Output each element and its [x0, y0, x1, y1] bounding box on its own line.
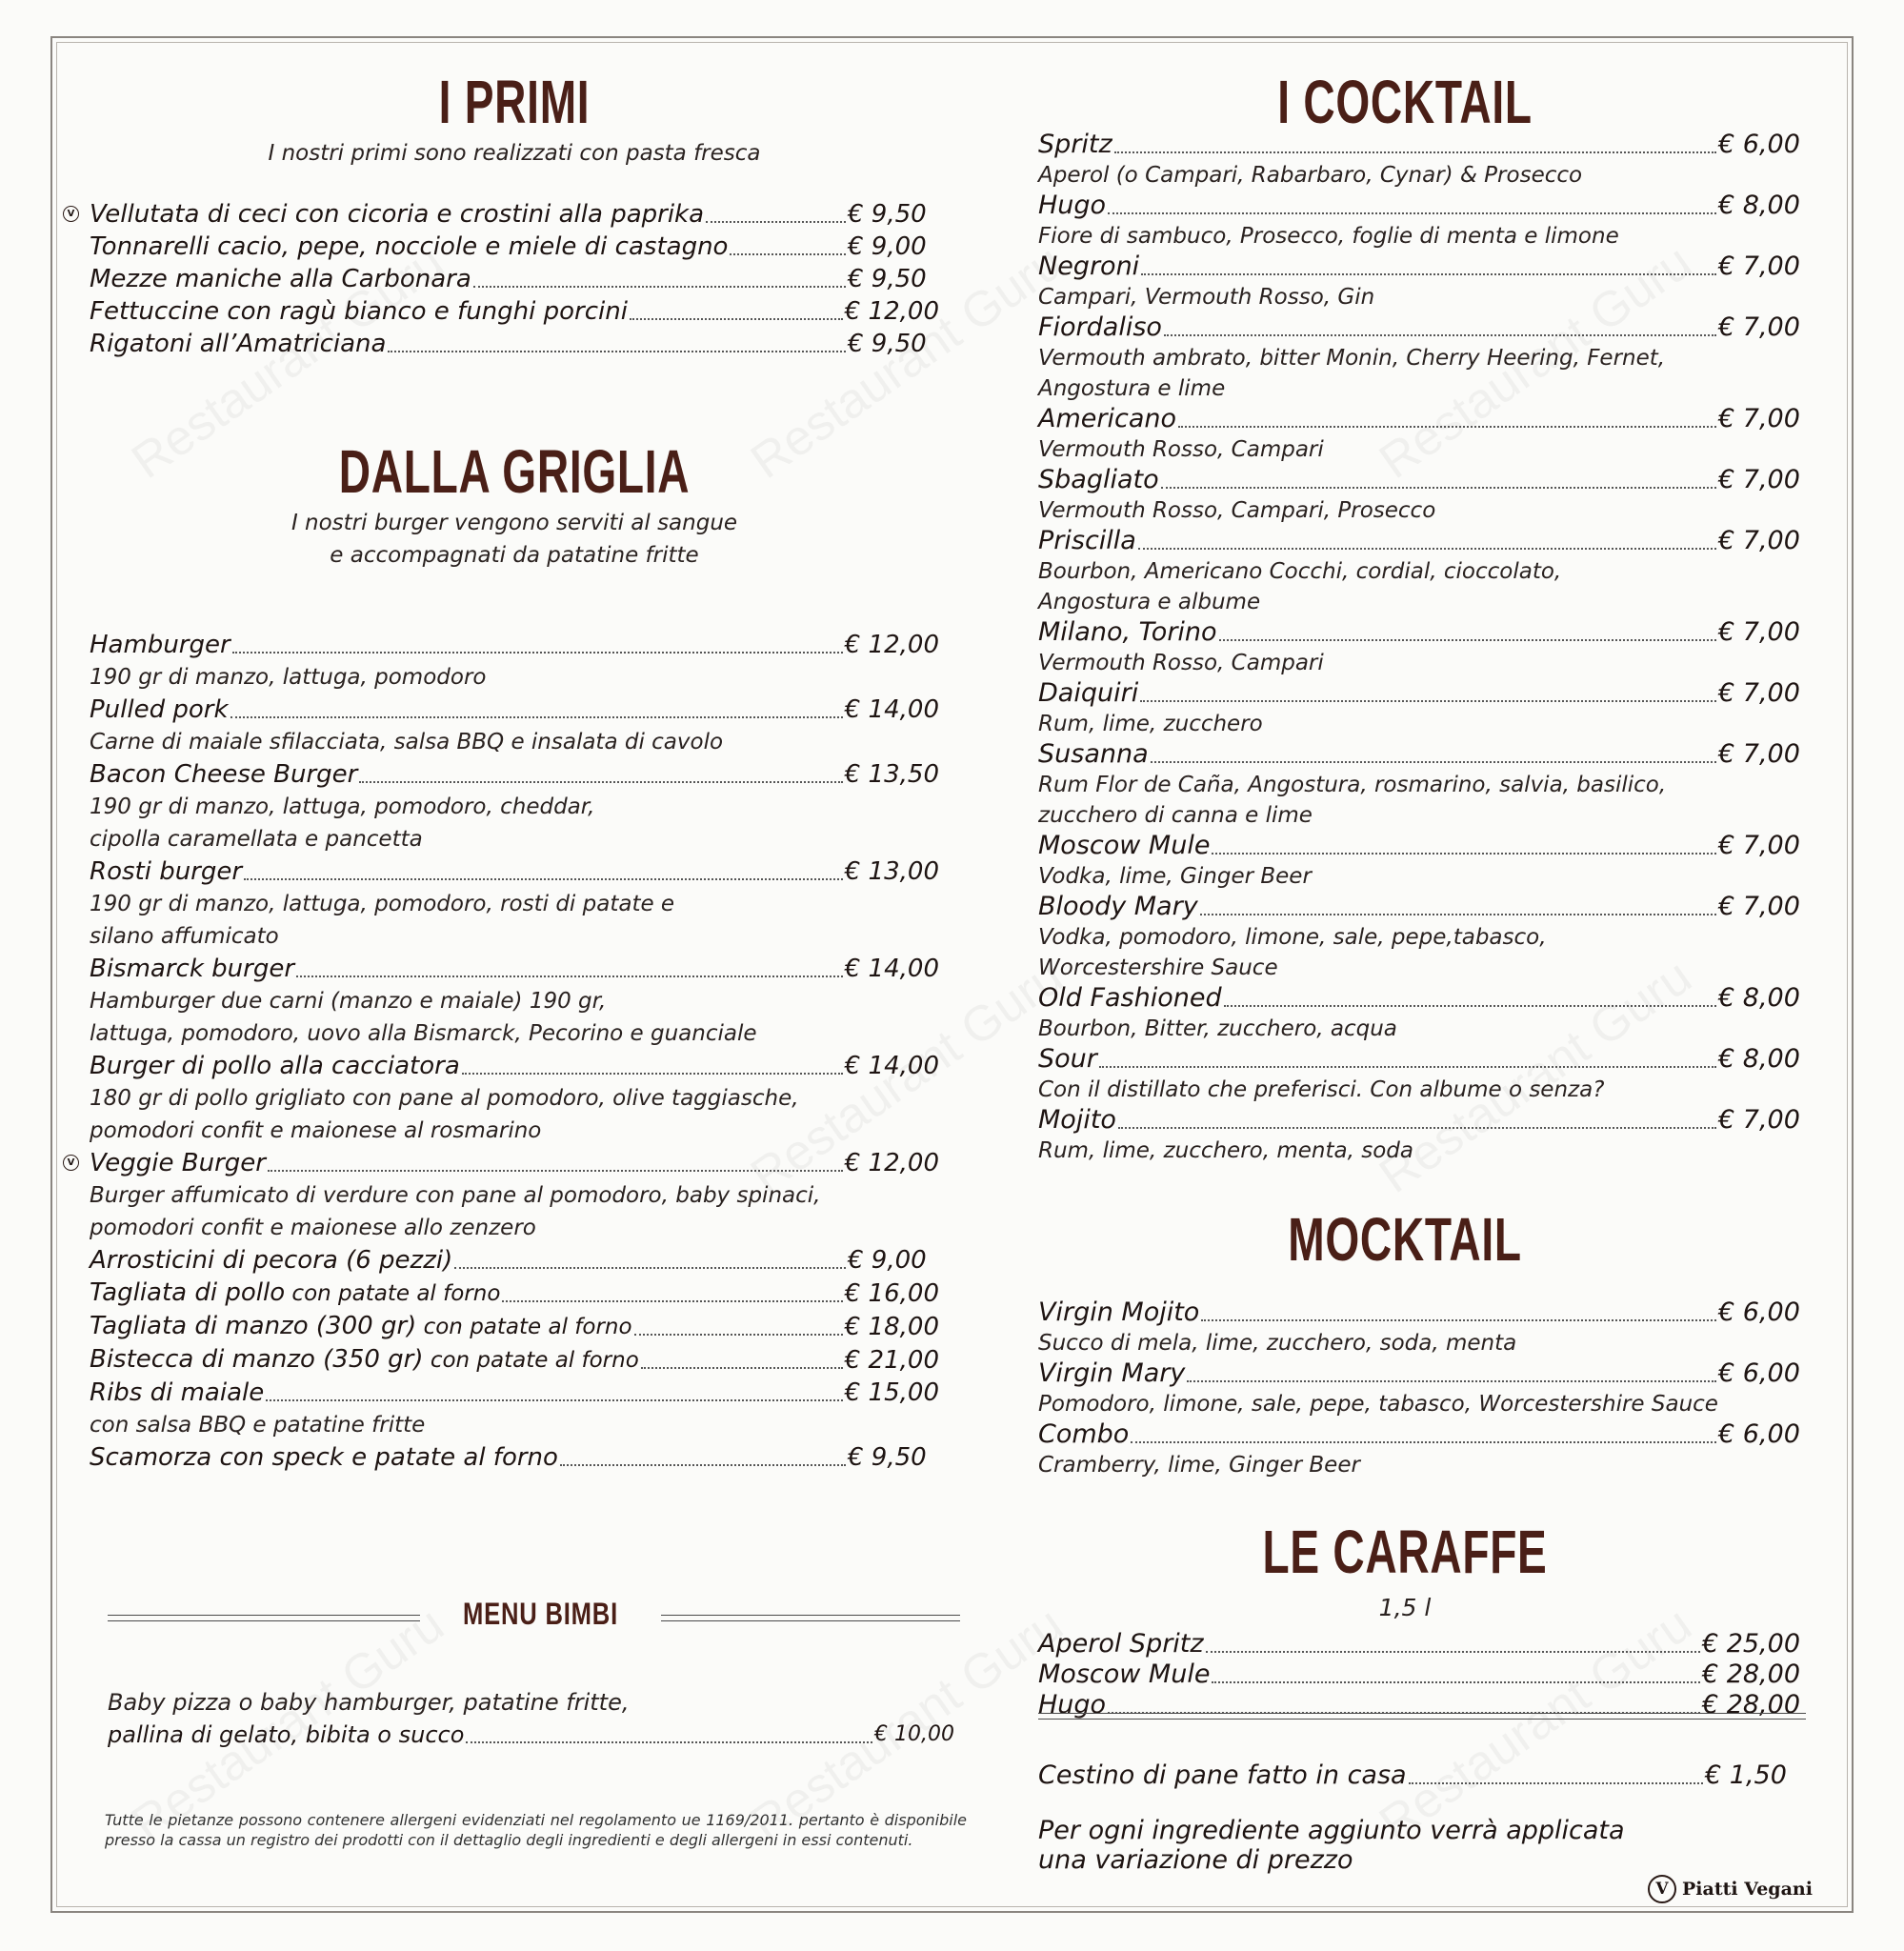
menu-item-name — [90, 328, 386, 360]
leader-dots — [1138, 548, 1716, 550]
extra-ingredient-note — [1038, 1816, 1819, 1875]
leader-dots — [1187, 1380, 1716, 1382]
menu-item-label: Pulled pork — [90, 695, 229, 724]
menu-item-row — [1038, 1044, 1800, 1075]
menu-item-description: 180 gr di pollo grigliato con pane al pomodoro, olive taggiasche, — [90, 1086, 799, 1111]
menu-item-name — [90, 1147, 266, 1179]
leader-dots — [1140, 700, 1716, 702]
left-column — [67, 67, 939, 1474]
menu-item-description: Worcestershire Sauce — [1038, 955, 1278, 980]
leader-dots — [1141, 273, 1716, 275]
menu-item-description: Vodka, lime, Ginger Beer — [1038, 864, 1312, 889]
menu-item-name — [1038, 191, 1106, 221]
menu-item-label: Combo — [1038, 1419, 1130, 1449]
caraffe-title: LE CARAFFE — [1262, 1518, 1548, 1586]
menu-item-name — [1038, 892, 1198, 922]
menu-item-price: € 7,00 — [1718, 617, 1800, 647]
leader-dots — [1099, 1066, 1716, 1068]
leader-dots — [1118, 1127, 1716, 1129]
bimbi-rule-left — [108, 1615, 420, 1621]
menu-item-description: Bourbon, Americano Cocchi, cordial, cioccolato, — [1038, 559, 1562, 584]
menu-item-row — [1038, 404, 1800, 434]
leader-dots — [1151, 761, 1716, 763]
menu-item-name — [90, 694, 229, 726]
menu-item-name — [1038, 739, 1149, 770]
leader-dots — [1409, 1782, 1703, 1784]
menu-item-row — [1038, 1659, 1800, 1690]
menu-item-label: Bloody Mary — [1038, 892, 1198, 921]
menu-item-extra: con patate al forno — [423, 1348, 639, 1373]
menu-item-price: € 21,00 — [844, 1346, 939, 1375]
menu-item-price: € 7,00 — [1718, 678, 1800, 708]
menu-item-price: € 14,00 — [844, 955, 939, 983]
menu-item-name — [1038, 1629, 1204, 1659]
menu-item-description: Rum, lime, zucchero — [1038, 712, 1263, 736]
note-line-1: Per ogni ingrediente aggiunto verrà applicata — [1038, 1816, 1625, 1845]
menu-item-name — [1038, 130, 1112, 160]
menu-item-row — [90, 1310, 939, 1343]
menu-item-description: Cramberry, lime, Ginger Beer — [1038, 1453, 1360, 1478]
menu-item-name — [90, 263, 471, 295]
leader-dots — [1161, 487, 1716, 489]
menu-item-row — [90, 758, 939, 791]
menu-item-name — [90, 629, 230, 661]
menu-item-name — [1038, 251, 1139, 282]
menu-item-row — [1038, 1297, 1800, 1328]
menu-item-description: Vodka, pomodoro, limone, sale, pepe,tabasco, — [1038, 925, 1547, 950]
menu-item-label: Virgin Mary — [1038, 1358, 1186, 1388]
bimbi-block — [108, 1686, 960, 1751]
menu-item-name — [90, 231, 728, 263]
menu-item-label: Old Fashioned — [1038, 983, 1222, 1013]
pane-rule — [1038, 1713, 1806, 1720]
menu-item-row — [90, 1050, 939, 1082]
menu-item-label: Hugo — [1038, 191, 1107, 220]
caraffe-section — [1038, 1517, 1800, 1720]
menu-item-description: Vermouth Rosso, Campari — [1038, 437, 1324, 462]
menu-item-name — [90, 1310, 632, 1343]
vegan-legend — [1648, 1875, 1813, 1903]
menu-item-name — [90, 1277, 500, 1310]
menu-item-price: € 18,00 — [844, 1313, 939, 1341]
menu-item-price: € 7,00 — [1718, 831, 1800, 860]
menu-item-price: € 9,50 — [848, 265, 927, 293]
menu-item-price: € 14,00 — [844, 695, 939, 724]
menu-item-description: Burger affumicato di verdure con pane al pomodoro, baby spinaci, — [90, 1183, 821, 1208]
menu-item-name — [1038, 312, 1162, 343]
menu-item-label: Ribs di maiale — [90, 1378, 265, 1407]
menu-item-label: Arrosticini di pecora (6 pezzi) — [90, 1246, 453, 1275]
menu-item-price: € 8,00 — [1718, 1044, 1800, 1074]
leader-dots — [1200, 914, 1716, 915]
menu-item-name — [90, 855, 242, 888]
menu-item-label: Susanna — [1038, 739, 1149, 769]
menu-item-name — [1038, 617, 1217, 648]
menu-item-label: Hamburger — [90, 631, 230, 659]
leader-dots — [706, 221, 846, 223]
bimbi-title: MENU BIMBI — [462, 1597, 618, 1631]
menu-item-price: € 16,00 — [844, 1279, 939, 1308]
menu-item-price: € 7,00 — [1718, 404, 1800, 433]
bimbi-row — [108, 1719, 960, 1751]
menu-item-price: € 6,00 — [1718, 1358, 1800, 1388]
menu-item-label: Mojito — [1038, 1105, 1116, 1135]
leader-dots — [1224, 1005, 1716, 1007]
menu-item-row — [1038, 678, 1800, 709]
menu-item-label: Negroni — [1038, 251, 1140, 281]
leader-dots — [1219, 639, 1716, 641]
menu-item-row — [90, 1244, 939, 1277]
menu-item-description: Rum Flor de Caña, Angostura, rosmarino, salvia, basilico, — [1038, 773, 1667, 797]
menu-item-name — [1038, 1297, 1199, 1328]
note-line-2: una variazione di prezzo — [1038, 1845, 1353, 1875]
menu-item-price: € 9,50 — [848, 200, 927, 229]
leader-dots — [232, 652, 843, 654]
leader-dots — [1131, 1441, 1716, 1443]
griglia-section — [67, 436, 939, 1474]
menu-item-name — [1038, 1358, 1185, 1389]
bimbi-rule-right — [661, 1615, 960, 1621]
menu-item-price: € 12,00 — [844, 631, 939, 659]
menu-item-label: Rosti burger — [90, 857, 243, 886]
leader-dots — [1178, 426, 1716, 428]
menu-item-label: Spritz — [1038, 130, 1112, 159]
menu-item-price: € 9,50 — [848, 330, 927, 358]
menu-item-row — [1038, 739, 1800, 770]
allergen-footnote: Tutte le pietanze possono contenere allergeni evidenziati nel regolamento ue 1169/2011. pertanto è disponibile presso la cassa un registro dei prodotti con il dettaglio degli ingredienti e degli allergeni in essi contenuti. — [105, 1811, 967, 1849]
menu-item-price: € 12,00 — [844, 1149, 939, 1177]
leader-dots — [502, 1300, 842, 1302]
pane-name: Cestino di pane fatto in casa — [1038, 1760, 1407, 1790]
menu-item-price: € 7,00 — [1718, 251, 1800, 281]
griglia-subtitle-2: e accompagnati da patatine fritte — [330, 543, 699, 568]
menu-item-row — [1038, 251, 1800, 282]
menu-item-name — [1038, 526, 1136, 556]
leader-dots — [1114, 151, 1716, 153]
menu-item-row — [1038, 1629, 1800, 1659]
cocktail-list — [1038, 130, 1800, 1166]
menu-item-label: Veggie Burger — [90, 1149, 266, 1177]
menu-item-description: silano affumicato — [90, 924, 279, 949]
menu-item-row — [90, 855, 939, 888]
menu-item-description: Campari, Vermouth Rosso, Gin — [1038, 285, 1375, 310]
menu-item-label: Rigatoni all’Amatriciana — [90, 330, 387, 358]
menu-item-label: Burger di pollo alla cacciatora — [90, 1052, 460, 1080]
menu-item-name — [90, 295, 628, 328]
menu-item-description: Angostura e lime — [1038, 376, 1226, 401]
menu-item-row — [67, 1147, 939, 1179]
menu-item-price: € 7,00 — [1718, 526, 1800, 555]
caraffe-subtitle: 1,5 l — [1378, 1594, 1432, 1621]
menu-item-label: Tonnarelli cacio, pepe, nocciole e miele di castagno — [90, 232, 729, 261]
leader-dots — [1212, 853, 1716, 855]
leader-dots — [1212, 1681, 1700, 1683]
menu-item-price: € 7,00 — [1718, 1105, 1800, 1135]
menu-item-description: Aperol (o Campari, Rabarbaro, Cynar) & Prosecco — [1038, 163, 1583, 188]
menu-item-price: € 6,00 — [1718, 130, 1800, 159]
menu-item-row — [90, 694, 939, 726]
menu-item-description: Angostura e albume — [1038, 590, 1261, 614]
menu-item-label: Daiquiri — [1038, 678, 1139, 708]
menu-item-description: Succo di mela, lime, zucchero, soda, menta — [1038, 1331, 1517, 1356]
menu-item-description: Carne di maiale sfilacciata, salsa BBQ e insalata di cavolo — [90, 730, 724, 754]
leader-dots — [1164, 334, 1716, 336]
menu-item-description: 190 gr di manzo, lattuga, pomodoro, rosti di patate e — [90, 892, 675, 916]
menu-item-name — [1038, 1419, 1129, 1450]
primi-section — [67, 67, 939, 360]
menu-item-description: con salsa BBQ e patatine fritte — [90, 1413, 426, 1438]
menu-item-price: € 12,00 — [844, 297, 939, 326]
leader-dots — [359, 781, 842, 783]
menu-item-price: € 9,00 — [848, 1246, 927, 1275]
menu-item-label: Sour — [1038, 1044, 1097, 1074]
leader-dots — [388, 351, 846, 352]
mocktail-title: MOCKTAIL — [1288, 1205, 1522, 1274]
vegan-icon: V — [1648, 1875, 1676, 1903]
menu-item-row — [1038, 983, 1800, 1014]
leader-dots — [1201, 1319, 1716, 1321]
menu-item-row — [1038, 526, 1800, 556]
leader-dots — [630, 318, 843, 320]
menu-item-price: € 7,00 — [1718, 739, 1800, 769]
leader-dots — [1206, 1651, 1700, 1653]
menu-item-row — [90, 1441, 939, 1474]
menu-item-label: Milano, Torino — [1038, 617, 1217, 647]
menu-item-row — [1038, 831, 1800, 861]
leader-dots — [244, 878, 843, 880]
leader-dots — [634, 1334, 843, 1336]
menu-item-label: Priscilla — [1038, 526, 1136, 555]
menu-item-price: € 6,00 — [1718, 1297, 1800, 1327]
pane-price: € 1,50 — [1705, 1760, 1787, 1790]
vegan-icon: V — [63, 206, 79, 222]
menu-item-label: Tagliata di manzo (300 gr) — [90, 1312, 417, 1340]
menu-item-price: € 9,50 — [848, 1443, 927, 1472]
menu-item-label: Moscow Mule — [1038, 831, 1211, 860]
menu-item-label: Americano — [1038, 404, 1177, 433]
menu-item-description: Vermouth ambrato, bitter Monin, Cherry Heering, Fernet, — [1038, 346, 1666, 371]
leader-dots — [462, 1073, 843, 1075]
vegan-icon: V — [63, 1155, 79, 1171]
menu-item-name — [1038, 1659, 1210, 1690]
menu-item-price: € 28,00 — [1701, 1690, 1800, 1720]
menu-item-row — [90, 295, 939, 328]
menu-item-description: 190 gr di manzo, lattuga, pomodoro, cheddar, — [90, 794, 595, 819]
menu-item-name — [1038, 1044, 1097, 1075]
menu-item-price: € 6,00 — [1718, 1419, 1800, 1449]
right-column — [1038, 67, 1800, 1720]
menu-item-description: Vermouth Rosso, Campari, Prosecco — [1038, 498, 1436, 523]
menu-item-description: 190 gr di manzo, lattuga, pomodoro — [90, 665, 487, 690]
menu-item-row — [1038, 617, 1800, 648]
bimbi-line-2: pallina di gelato, bibita o succo — [108, 1721, 465, 1748]
menu-item-description: zucchero di canna e lime — [1038, 803, 1313, 828]
cocktail-section — [1038, 67, 1800, 1166]
menu-item-row — [1038, 1419, 1800, 1450]
menu-item-row — [1038, 1358, 1800, 1389]
menu-item-row — [1038, 191, 1800, 221]
menu-item-description: Vermouth Rosso, Campari — [1038, 651, 1324, 675]
primi-title: I PRIMI — [438, 68, 591, 136]
primi-subtitle: I nostri primi sono realizzati con pasta fresca — [268, 141, 761, 166]
menu-item-price: € 8,00 — [1718, 191, 1800, 220]
menu-item-row — [90, 1377, 939, 1409]
menu-item-name — [1038, 983, 1222, 1014]
primi-list — [67, 198, 939, 360]
menu-item-label: Sbagliato — [1038, 465, 1159, 494]
menu-item-row — [90, 328, 939, 360]
leader-dots — [454, 1267, 846, 1269]
menu-item-name — [1038, 678, 1138, 709]
menu-item-description: pomodori confit e maionese allo zenzero — [90, 1216, 536, 1240]
menu-item-description: Fiore di sambuco, Prosecco, foglie di menta e limone — [1038, 224, 1619, 249]
menu-item-row — [90, 953, 939, 985]
menu-item-row — [90, 629, 939, 661]
menu-item-row — [1038, 312, 1800, 343]
pane-row — [1038, 1760, 1800, 1791]
menu-item-name — [90, 1377, 264, 1409]
menu-item-row — [90, 263, 939, 295]
menu-item-label: Scamorza con speck e patate al forno — [90, 1443, 558, 1472]
menu-item-name — [90, 198, 704, 231]
menu-item-description: pomodori confit e maionese al rosmarino — [90, 1118, 542, 1143]
leader-dots — [466, 1741, 872, 1743]
mocktail-section — [1038, 1204, 1800, 1480]
menu-item-row — [1038, 465, 1800, 495]
bimbi-price: € 10,00 — [874, 1722, 954, 1746]
menu-item-description: Hamburger due carni (manzo e maiale) 190 gr, — [90, 989, 607, 1014]
menu-item-label: Hugo — [1038, 1690, 1107, 1720]
leader-dots — [560, 1464, 846, 1466]
menu-item-price: € 7,00 — [1718, 892, 1800, 921]
menu-item-extra: con patate al forno — [416, 1315, 632, 1339]
menu-item-price: € 15,00 — [844, 1378, 939, 1407]
leader-dots — [296, 976, 843, 977]
menu-item-description: Rum, lime, zucchero, menta, soda — [1038, 1138, 1413, 1163]
vegan-legend-label: Piatti Vegani — [1682, 1879, 1813, 1900]
griglia-list — [67, 629, 939, 1474]
menu-item-name — [1038, 831, 1210, 861]
leader-dots — [268, 1170, 843, 1172]
menu-item-description: Bourbon, Bitter, zucchero, acqua — [1038, 1016, 1397, 1041]
menu-item-price: € 13,00 — [844, 857, 939, 886]
menu-item-label: Bistecca di manzo (350 gr) — [90, 1345, 424, 1374]
menu-item-row — [67, 198, 939, 231]
menu-item-label: Vellutata di ceci con cicoria e crostini alla paprika — [90, 200, 705, 229]
menu-item-row — [90, 1343, 939, 1377]
leader-dots — [730, 253, 846, 255]
leader-dots — [1108, 212, 1716, 214]
menu-item-price: € 28,00 — [1701, 1659, 1800, 1689]
menu-item-description: Pomodoro, limone, sale, pepe, tabasco, Worcestershire Sauce — [1038, 1392, 1718, 1417]
menu-item-price: € 13,50 — [844, 760, 939, 789]
menu-item-label: Bacon Cheese Burger — [90, 760, 358, 789]
menu-item-name — [90, 1343, 639, 1377]
menu-item-label: Fettuccine con ragù bianco e funghi porcini — [90, 297, 628, 326]
menu-item-description: Con il distillato che preferisci. Con albume o senza? — [1038, 1077, 1605, 1102]
menu-item-row — [90, 1277, 939, 1310]
menu-item-label: Virgin Mojito — [1038, 1297, 1200, 1327]
griglia-title: DALLA GRIGLIA — [338, 437, 691, 506]
cocktail-title: I COCKTAIL — [1277, 68, 1533, 136]
leader-dots — [641, 1367, 843, 1369]
leader-dots — [266, 1399, 843, 1401]
menu-item-description: lattuga, pomodoro, uovo alla Bismarck, Pecorino e guanciale — [90, 1021, 757, 1046]
menu-item-label: Tagliata di pollo — [90, 1278, 286, 1307]
leader-dots — [230, 716, 843, 718]
menu-item-description: cipolla caramellata e pancetta — [90, 827, 423, 852]
menu-item-row — [1038, 1105, 1800, 1136]
mocktail-list — [1038, 1297, 1800, 1480]
menu-item-name — [90, 758, 357, 791]
menu-item-price: € 14,00 — [844, 1052, 939, 1080]
menu-item-price: € 25,00 — [1701, 1629, 1800, 1659]
menu-item-name — [90, 953, 294, 985]
menu-item-price: € 9,00 — [848, 232, 927, 261]
menu-item-row — [90, 231, 939, 263]
menu-item-row — [1038, 892, 1800, 922]
leader-dots — [473, 286, 846, 288]
menu-item-name — [90, 1244, 452, 1277]
menu-item-label: Mezze maniche alla Carbonara — [90, 265, 471, 293]
menu-item-name — [90, 1050, 460, 1082]
menu-item-label: Moscow Mule — [1038, 1659, 1211, 1689]
menu-item-label: Bismarck burger — [90, 955, 295, 983]
bimbi-line-1: Baby pizza o baby hamburger, patatine fritte, — [108, 1689, 630, 1716]
menu-item-extra: con patate al forno — [285, 1281, 501, 1306]
menu-item-name — [90, 1441, 558, 1474]
caraffe-list — [1038, 1629, 1800, 1720]
menu-item-name — [1038, 465, 1159, 495]
griglia-subtitle-1: I nostri burger vengono serviti al sangue — [291, 511, 738, 535]
menu-item-price: € 7,00 — [1718, 465, 1800, 494]
menu-item-price: € 8,00 — [1718, 983, 1800, 1013]
menu-item-name — [1038, 1105, 1116, 1136]
menu-item-label: Aperol Spritz — [1038, 1629, 1204, 1659]
menu-item-price: € 7,00 — [1718, 312, 1800, 342]
menu-item-label: Fiordaliso — [1038, 312, 1162, 342]
menu-item-name — [1038, 404, 1176, 434]
